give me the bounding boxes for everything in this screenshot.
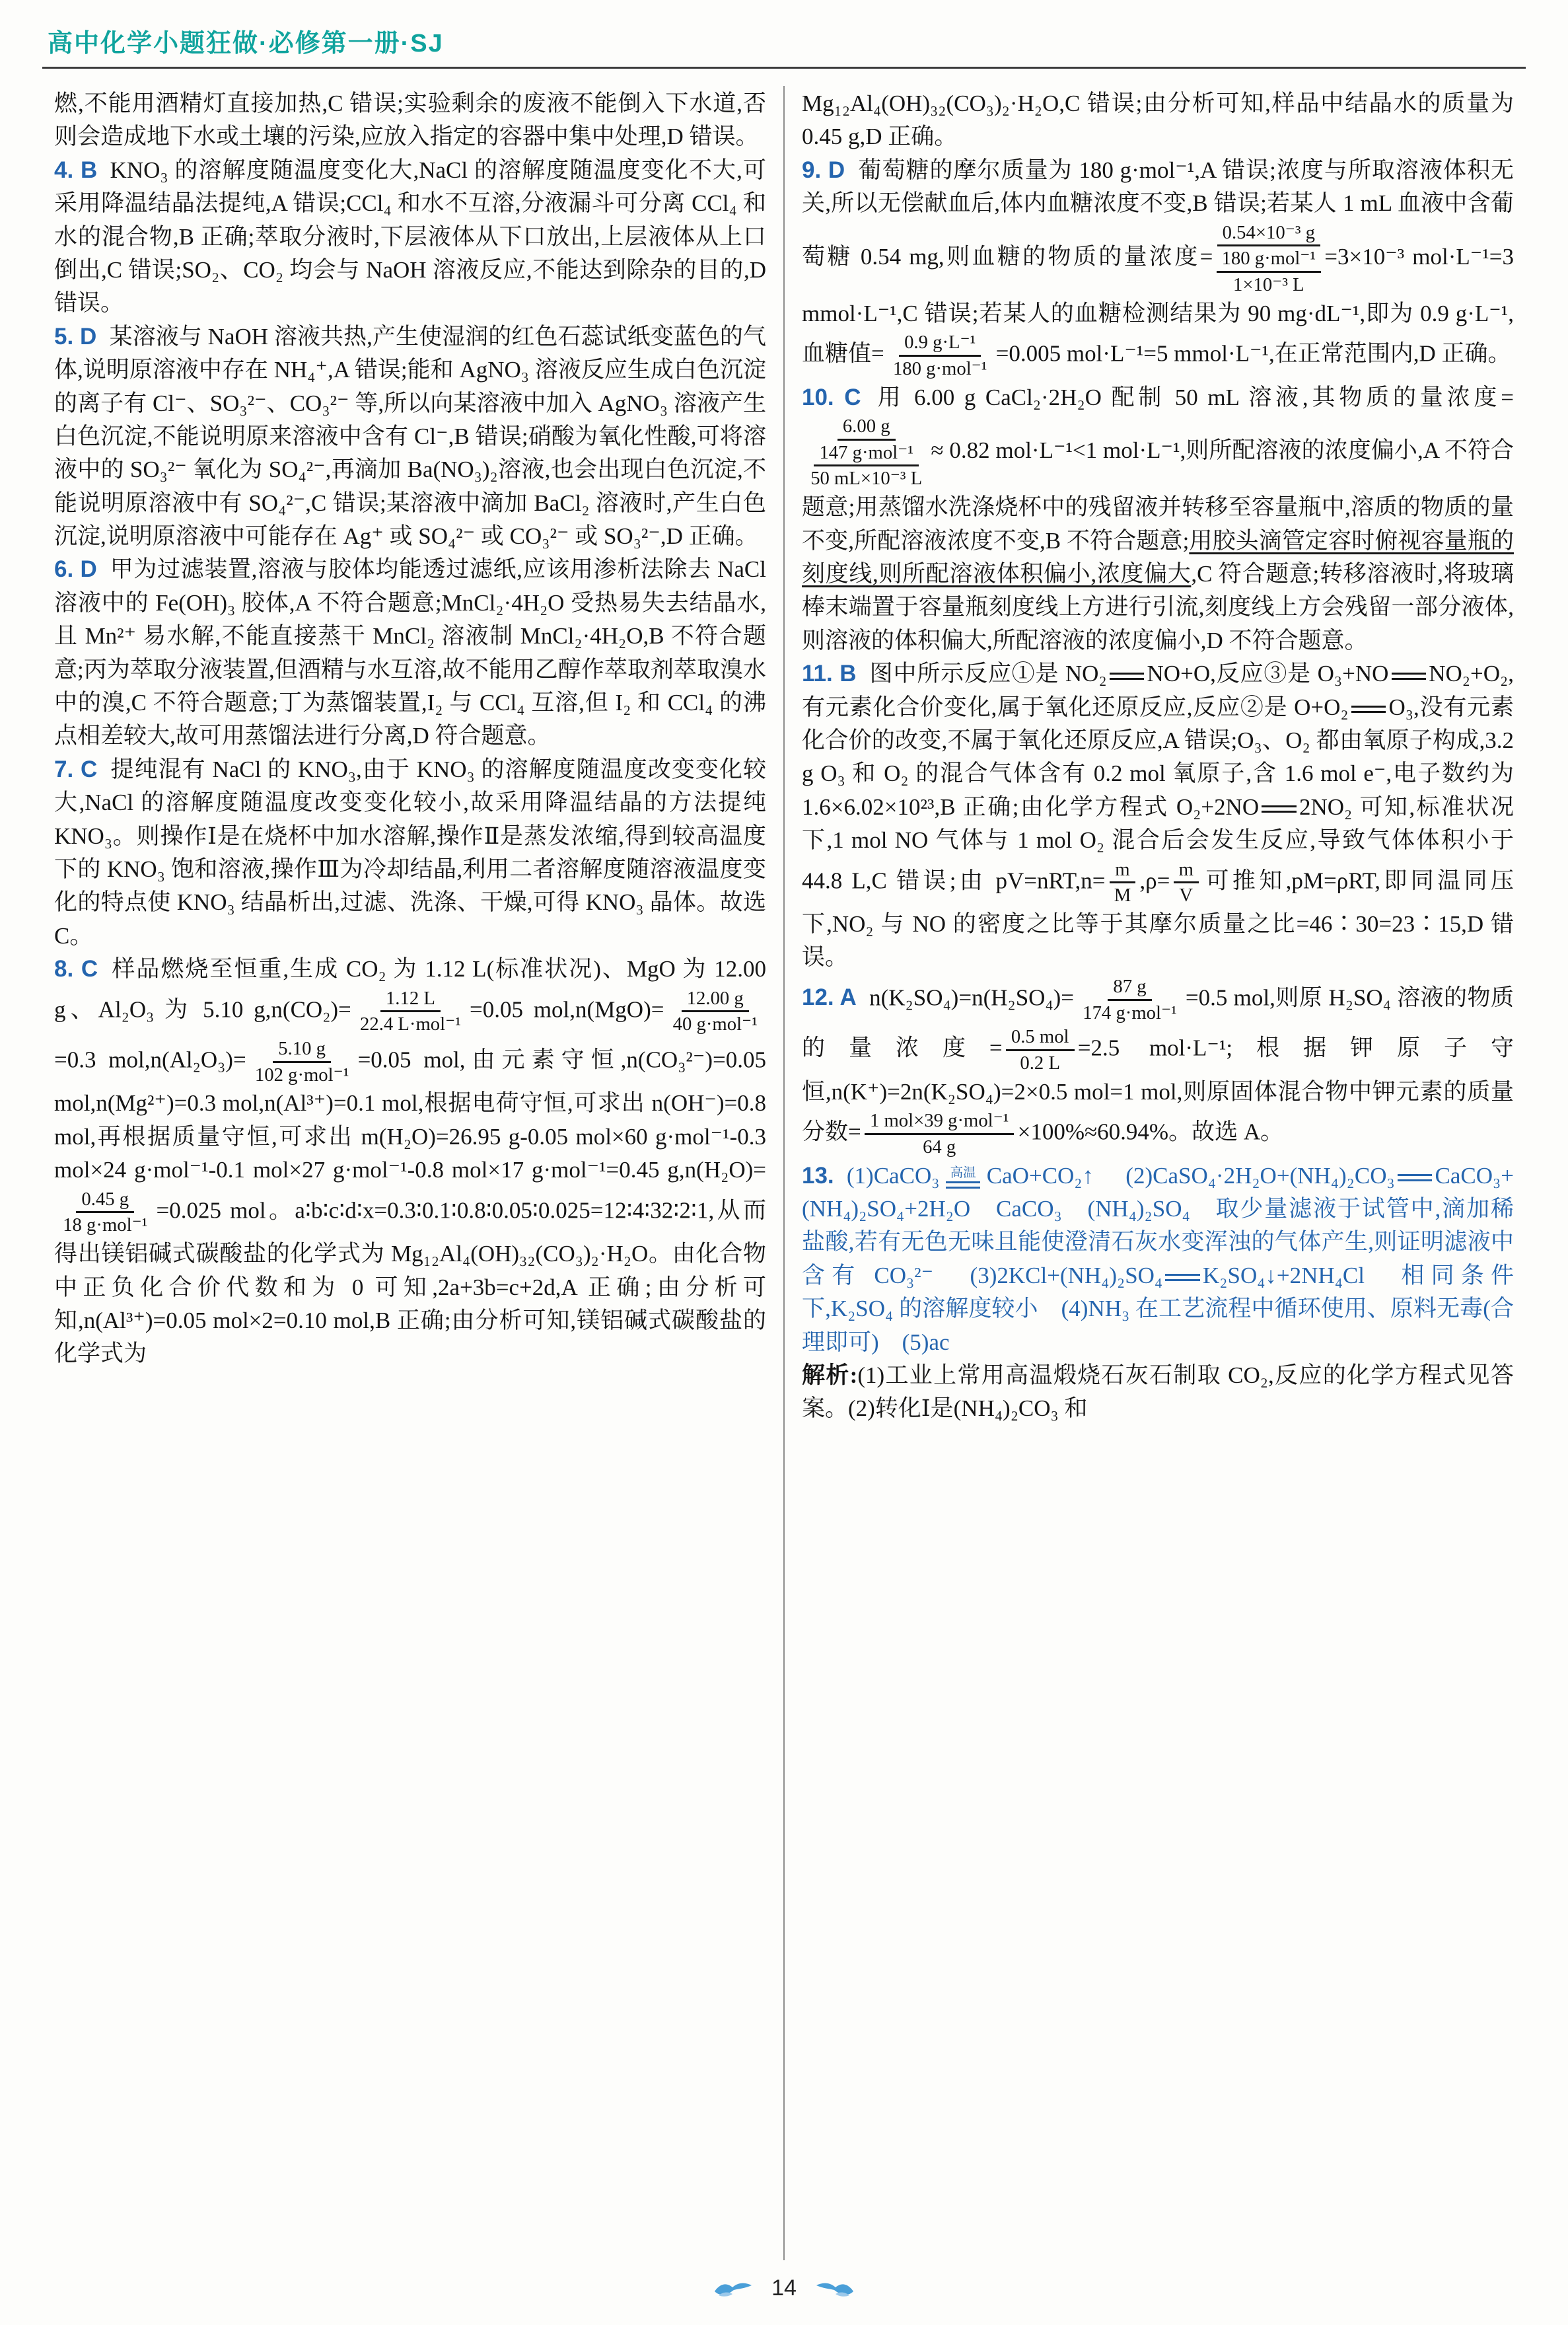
- text-run: Mg₁₂Al₄(OH)₃₂(CO₃)₂·H₂O,C 错误;由分析可知,样品中结晶水的质量为0.45 g,D 正确。: [802, 91, 1514, 150]
- text-run: 葡萄糖的摩尔质量为 180 g·mol⁻¹,A 错误;浓度与所取溶液体积无关,所以无偿献血后,体内血糖浓度不变,B 错误;若某人 1 mL 血液中含葡萄糖 0.54 mg,则血糖的物质的量浓度=: [802, 157, 1514, 270]
- fraction: 0.54×10⁻³ g 180 g·mol⁻¹ 1×10⁻³ L: [1217, 221, 1322, 297]
- fraction: $\frac{5.10 g}{\text{102 g·mol⁻¹}}$: [254, 1038, 349, 1086]
- paragraph: [54, 87, 766, 154]
- text-run: ≈ 0.82 mol·L⁻¹<1 mol·L⁻¹,则所配溶液的浓度偏小,A 不符合题意;用蒸馏水洗涤烧杯中的残留液并转移至容量瓶中,溶质的物质的量不变,所配溶液浓度不变,B 不符合题意;: [802, 437, 1514, 554]
- text-run: =0.3 mol,n(Al₂O₃)=: [54, 1047, 246, 1073]
- right-column: [783, 86, 1531, 2260]
- paragraph: [802, 381, 1514, 658]
- answer-number-label: 5. D: [54, 323, 97, 350]
- text-run: 可推知,pM=ρRT,即同温同压下,NO₂ 与 NO 的密度之比等于其摩尔质量之比=46∶30=23∶15,D 错误。: [802, 867, 1514, 971]
- paragraph: [802, 657, 1514, 975]
- paragraph: [54, 320, 766, 554]
- text-run: CaCO₃+(NH₄)₂SO₄+2H₂O CaCO₃ (NH₄)₂SO₄ 取少量滤液于试管中,滴加稀盐酸,若有无色无味且能使澄清石灰水变浑浊的气体产生,则证明滤液中含有 CO₃²⁻ (3)2KCl+(NH₄)₂SO₄: [802, 1162, 1514, 1288]
- fraction: 6.00 g 147 g·mol⁻¹ 50 mL×10⁻³ L: [810, 416, 923, 490]
- answer-number-label: 9. D: [802, 157, 845, 183]
- content-columns: [0, 86, 1568, 2260]
- text-run: 甲为过滤装置,溶液与胶体均能透过滤纸,应该用渗析法除去 NaCl 溶液中的 Fe(OH)₃ 胶体,A 不符合题意;MnCl₂·4H₂O 受热易失去结晶水,且 Mn²⁺ 易水解,不能直接蒸干 MnCl₂ 溶液制 MnCl₂·4H₂O,B 不符合题意;丙为萃取分液装置,但酒精与水互溶,故不能用乙醇作萃取剂萃取溴水中的溴,C 不符合题意;丁为蒸馏装置,I₂ 与 CCl₄ 互溶,但 I₂ 和 CCl₄ 的沸点相差较大,故可用蒸馏法进行分离,D 符合题意。: [54, 556, 766, 749]
- text-run: ×100%≈60.94%。故选 A。: [1017, 1119, 1284, 1145]
- fraction: $\frac{m}{M}$: [1109, 858, 1137, 908]
- text-run: n(K₂SO₄)=n(H₂SO₄)=: [869, 984, 1075, 1011]
- page-number: 14: [771, 2275, 797, 2301]
- answer-number-label: 4. B: [54, 157, 98, 183]
- fraction: $\frac{12.00 g}{\text{40 g·mol⁻¹}}$: [672, 987, 758, 1035]
- text-run: 解析:: [802, 1362, 858, 1388]
- text-run: K₂SO₄↓+2NH₄Cl 相同条件下,K₂SO₄ 的溶解度较小 (4)NH₃ 在工艺流程中循环使用、原料无毒(合理即可) (5)ac: [802, 1262, 1514, 1355]
- text-run: 燃,不能用酒精灯直接加热,C 错误;实验剩余的废液不能倒入下水道,否则会造成地下水或土壤的污染,应放入指定的容器中集中处理,D 错误。: [54, 91, 766, 150]
- text-run: 某溶液与 NaOH 溶液共热,产生使湿润的红色石蕊试纸变蓝色的气体,说明原溶液中存在 NH₄⁺,A 错误;能和 AgNO₃ 溶液反应生成白色沉淀的离子有 Cl⁻、SO₃²⁻、CO₃²⁻ 等,所以向某溶液中加入 AgNO₃ 溶液产生白色沉淀,不能说明原来溶液中含有 Cl⁻,B 错误;硝酸为氧化性酸,可将溶液中的 SO₃²⁻ 氧化为 SO₄²⁻,再滴加 Ba(NO₃)₂溶液,也会出现白色沉淀,不能说明原溶液中有 SO₄²⁻,C 错误;某溶液中滴加 BaCl₂ 溶液时,产生白色沉淀,说明原溶液中可能存在 Ag⁺ 或 SO₄²⁻ 或 CO₃²⁻ 或 SO₃²⁻,D 正确。: [54, 323, 766, 550]
- chem-equals-sign: [1262, 805, 1297, 813]
- page-header: [0, 0, 1568, 63]
- text-run: (1)CaCO₃: [846, 1162, 940, 1189]
- fraction: $\frac{1.12 L}{\text{22.4 L·mol⁻¹}}$: [360, 987, 461, 1035]
- fraction: $\frac{\text{0.9 g·L⁻¹}}{\text{180 g·mol⁻¹}}$: [892, 332, 987, 379]
- text-run: =0.5 mol,则原 H₂SO₄ 溶液的物质的量浓度=: [802, 984, 1515, 1061]
- paragraph: [802, 1160, 1514, 1359]
- text-run: =0.005 mol·L⁻¹=5 mmol·L⁻¹,在正常范围内,D 正确。: [995, 340, 1511, 367]
- text-run: CaO+CO₂↑ (2)CaSO₄·2H₂O+(NH₄)₂CO₃: [986, 1162, 1395, 1189]
- paragraph: [802, 154, 1514, 381]
- paragraph: [802, 87, 1514, 154]
- answer-number-label: 10. C: [802, 384, 861, 410]
- answer-number-label: 6. D: [54, 556, 97, 583]
- chem-equals-sign: 高温: [943, 1167, 983, 1189]
- text-run: ,C 符合题意;转移溶液时,将玻璃棒末端置于容量瓶刻度线上方进行引流,刻度线上方会残留一部分液体,则溶液的体积偏大,所配溶液的浓度偏小,D 不符合题意。: [802, 561, 1514, 653]
- header-divider: [42, 67, 1526, 69]
- text-run: 提纯混有 NaCl 的 KNO₃,由于 KNO₃ 的溶解度随温度改变变化较大,NaCl 的溶解度随温度改变变化较小,故采用降温结晶的方法提纯 KNO₃。则操作Ⅰ是在烧杯中加水溶解,操作Ⅱ是蒸发浓缩,得到较高温度下的 KNO₃ 饱和溶液,操作Ⅲ为冷却结晶,利用二者溶解度随溶液温度变化的特点使 KNO₃ 结晶析出,过滤、洗涤、干燥,可得 KNO₃ 晶体。故选 C。: [54, 756, 766, 949]
- paragraph: [54, 753, 766, 953]
- header-title: 高中化学小题狂做·必修第一册·SJ: [48, 30, 444, 57]
- answer-number-label: 11. B: [802, 661, 857, 687]
- paragraph: [54, 953, 766, 1371]
- text-run: =3×10⁻³ mol·L⁻¹=3 mmol·L⁻¹,C 错误;若某人的血糖检测结果为 90 mg·dL⁻¹,即为 0.9 g·L⁻¹,血糖值=: [802, 243, 1514, 367]
- paragraph: [54, 553, 766, 753]
- answer-number-label: 12. A: [802, 984, 857, 1011]
- text-run: =2.5 mol·L⁻¹;根据钾原子守恒,n(K⁺)=2n(K₂SO₄)=2×0.5 mol=1 mol,则原固体混合物中钾元素的质量分数=: [802, 1035, 1514, 1145]
- fraction: $\frac{\text{0.5 mol}}{0.2 L}$: [1006, 1025, 1075, 1075]
- fraction: $\frac{m}{V}$: [1174, 858, 1199, 908]
- paragraph: [802, 1359, 1514, 1426]
- answer-number-label: 8. C: [54, 956, 98, 982]
- text-run: 图中所示反应①是 NO₂: [869, 661, 1107, 687]
- page-footer: [0, 2260, 1568, 2325]
- paragraph: [802, 975, 1514, 1160]
- bird-icon: [814, 2278, 856, 2298]
- chem-equals-sign: [1351, 706, 1386, 713]
- text-run: KNO₃ 的溶解度随温度变化大,NaCl 的溶解度随温度变化不大,可采用降温结晶法提纯,A 错误;CCl₄ 和水不互溶,分液漏斗可分离 CCl₄ 和水的混合物,B 正确;萃取分液时,下层液体从下口放出,上层液体从上口倒出,C 错误;SO₂、CO₂ 均会与 NaOH 溶液反应,不能达到除杂的目的,D 错误。: [54, 157, 766, 316]
- text-run: NO₂+O₂,有元素化合价变化,属于氧化还原反应,反应②是 O+O₂: [802, 661, 1514, 720]
- text-run: O₃,没有元素化合价的改变,不属于氧化还原反应,A 错误;O₃、O₂ 都由氧原子构成,3.2 g O₃ 和 O₂ 的混合气体含有 0.2 mol 氧原子,含 1.6 mol e⁻,电子数约为 1.6×6.02×10²³,B 正确;由化学方程式 O₂+2NO: [802, 694, 1514, 820]
- text-run: 用 6.00 g CaCl₂·2H₂O 配制 50 mL 溶液,其物质的量浓度=: [873, 384, 1514, 410]
- text-run: (1)工业上常用高温煅烧石灰石制取 CO₂,反应的化学方程式见答案。(2)转化Ⅰ是(NH₄)₂CO₃ 和: [802, 1362, 1515, 1422]
- text-run: ,ρ=: [1139, 867, 1170, 893]
- chem-equals-sign: [1165, 1274, 1200, 1281]
- text-run: NO+O,反应③是 O₃+NO: [1147, 661, 1389, 687]
- text-run: 用胶头滴管定容时俯视容量瓶的刻度线,则所配溶液体积偏小,浓度偏大: [802, 527, 1514, 587]
- text-run: 样品燃烧至恒重,生成 CO₂ 为 1.12 L(标准状况)、MgO 为 12.00 g、Al₂O₃ 为 5.10 g,n(CO₂)=: [54, 956, 766, 1022]
- answer-number-label: 7. C: [54, 756, 98, 782]
- text-run: =0.025 mol。a∶b∶c∶d∶x=0.3∶0.1∶0.8∶0.05∶0.025=12∶4∶32∶2∶1,从而得出镁铝碱式碳酸盐的化学式为 Mg₁₂Al₄(OH)₃₂(CO₃)₂·H₂O。由化合物中正负化合价代数和为 0 可知,2a+3b=c+2d,A 正确;由分析可知,n(Al³⁺)=0.05 mol×2=0.10 mol,B 正确;由分析可知,镁铝碱式碳酸盐的化学式为: [54, 1197, 766, 1367]
- left-column: [37, 86, 783, 2260]
- text-run: =0.05 mol,n(MgO)=: [470, 996, 664, 1022]
- chem-equals-sign: [1398, 1174, 1433, 1181]
- fraction: $\frac{87 g}{\text{174 g·mol⁻¹}}$: [1083, 975, 1177, 1023]
- answer-number-label: 13.: [802, 1162, 834, 1189]
- text-run: 2NO₂ 可知,标准状况下,1 mol NO 气体与 1 mol O₂ 混合后会发生反应,导致气体体积小于 44.8 L,C 错误;由 pV=nRT,n=: [802, 793, 1514, 893]
- chem-equals-sign: [1110, 673, 1145, 680]
- chem-equals-sign: [1392, 673, 1427, 680]
- text-run: =0.05 mol,由元素守恒,n(CO₃²⁻)=0.05 mol,n(Mg²⁺)=0.3 mol,n(Al³⁺)=0.1 mol,根据电荷守恒,可求出 n(OH⁻)=0.8 mol,再根据质量守恒,可求出 m(H₂O)=26.95 g-0.05 mol×60 g·mol⁻¹-0.3 mol×24 g·mol⁻¹-0.1 mol×27 g·mol⁻¹-0.8 mol×17 g·mol⁻¹=0.45 g,n(H₂O)=: [54, 1047, 767, 1183]
- paragraph: [54, 154, 766, 320]
- fraction: $\frac{0.45 g}{\text{18 g·mol⁻¹}}$: [63, 1188, 148, 1236]
- bird-icon: [712, 2278, 754, 2298]
- fraction: $\frac{\text{1 mol×39 g·mol⁻¹}}{64 g}$: [865, 1109, 1015, 1159]
